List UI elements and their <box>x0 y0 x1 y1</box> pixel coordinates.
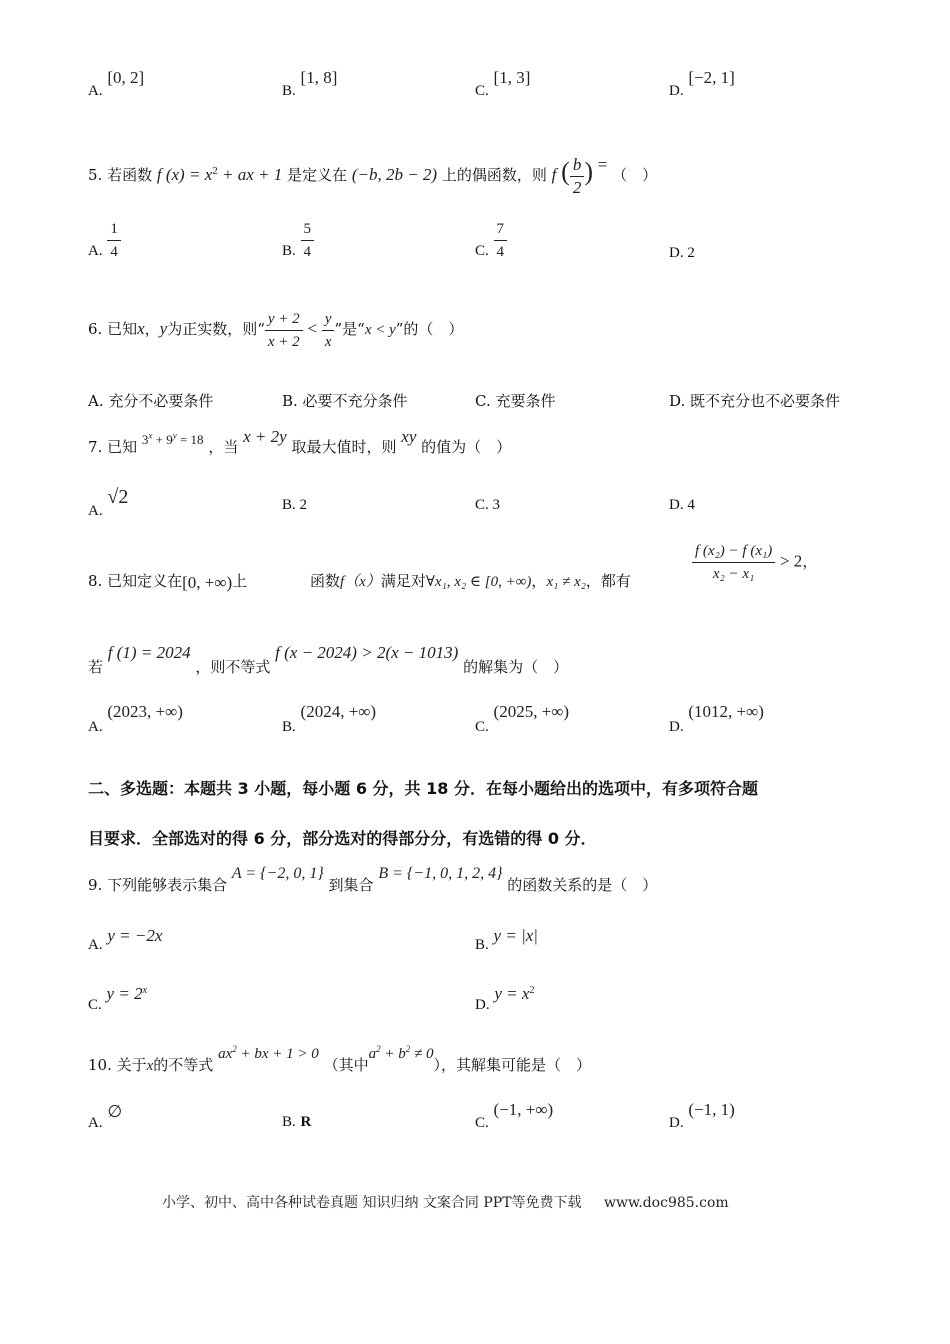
q4-option-a <box>88 68 145 100</box>
fraction-denominator: 2 <box>572 177 582 197</box>
math-set-a: A = {−2, 0, 1} <box>231 865 324 882</box>
q10-option-d <box>669 1100 735 1131</box>
math-part: + bx + 1 > 0 <box>236 1046 319 1062</box>
fraction-denominator: 4 <box>496 244 505 260</box>
paren-close: ) <box>584 157 594 186</box>
q8-option-b <box>282 702 377 735</box>
math-neq: x₁ ≠ x₂ <box>546 574 586 590</box>
math-exponent: 2 <box>405 1044 411 1054</box>
option-label: A. <box>88 719 103 735</box>
question-text: 是定义在 <box>287 166 348 184</box>
option-math: (2024, +∞) <box>300 702 377 721</box>
q5-option-d: D. 2 <box>669 245 695 261</box>
fraction-denominator: 4 <box>110 244 118 260</box>
math-condition: x < y <box>364 322 396 338</box>
option-label: A. <box>88 1115 103 1131</box>
math-part: ax <box>218 1046 233 1062</box>
fraction-numerator: f (x₂) − f (x₁) <box>692 540 775 563</box>
math-equation <box>142 432 204 447</box>
q7-option-c: C. 3 <box>475 497 501 513</box>
option-math: y = −2x <box>107 926 163 945</box>
q10-option-a <box>88 1102 123 1131</box>
fraction-numerator: y + 2 <box>265 308 303 331</box>
section-heading-line-2: 目要求．全部选对的得 6 分，部分选对的得部分分，有选错的得 0 分． <box>88 829 597 848</box>
question-text: 到集合 <box>328 876 374 894</box>
option-math: R <box>300 1114 312 1130</box>
math-xy: xy <box>401 427 417 446</box>
fraction-denominator: x + 2 <box>267 333 300 350</box>
option-math: (2023, +∞) <box>107 702 183 721</box>
option-math: [−2, 1] <box>688 68 735 87</box>
fraction-numerator: 5 <box>301 218 315 241</box>
question-text: 9. 下列能够表示集合 <box>88 876 228 894</box>
less-than-sign: < <box>307 319 318 338</box>
q7-option-a <box>88 486 129 519</box>
q6-option-a: A. 充分不必要条件 <box>88 392 214 410</box>
option-math: [0, 2] <box>107 68 145 87</box>
fraction <box>322 308 335 353</box>
question-text: ，当 <box>208 438 239 456</box>
paren-open: ( <box>561 157 570 186</box>
math-exponent: x <box>142 985 148 996</box>
math-rhs: = 18 <box>176 432 204 447</box>
option-math: y = 2 <box>106 984 143 1003</box>
option-label: A. <box>88 242 103 259</box>
question-text: ， <box>802 552 818 571</box>
math-forall: ∀x₁, x₂ ∈ [0, +∞) <box>425 574 532 590</box>
question-text: 的值为（ ） <box>421 438 512 456</box>
question-text: ， <box>531 572 547 590</box>
question-text: ），其解集可能是（ ） <box>433 1056 591 1074</box>
question-text: （其中 <box>323 1056 369 1074</box>
question-text: 的解集为（ ） <box>463 658 569 676</box>
fraction <box>570 154 585 199</box>
q9-option-b <box>475 926 538 953</box>
q9-option-d <box>475 984 535 1013</box>
question-text: 7. 已知 <box>88 438 138 456</box>
math-interval: (−b, 2b − 2) <box>351 165 438 184</box>
math-part: a <box>368 1046 377 1062</box>
math-set-b: B = {−1, 0, 1, 2, 4} <box>378 865 503 882</box>
question-text: 函数 <box>310 572 341 590</box>
math-f1: f (1) = 2024 <box>107 643 191 662</box>
question-text: 5. 若函数 <box>88 166 153 184</box>
q4-option-d <box>669 68 735 100</box>
math-inequality <box>218 1046 319 1062</box>
fraction <box>301 218 315 263</box>
question-text: ， <box>144 320 160 338</box>
question-text: 的函数关系的是（ ） <box>507 876 658 894</box>
equals-sign: = <box>597 155 608 174</box>
option-label: B. <box>282 83 296 99</box>
question-text: 6. 已知 <box>88 320 138 338</box>
option-label: B. <box>282 242 296 259</box>
option-math: (−1, +∞) <box>493 1100 554 1119</box>
question-text: 10. 关于 <box>88 1056 147 1074</box>
math-interval: [0, +∞) <box>182 573 233 592</box>
option-label: A. <box>88 937 103 953</box>
option-math: (−1, 1) <box>688 1100 735 1119</box>
math-fx: f（x） <box>340 574 381 590</box>
math-function-tail: + ax + 1 <box>217 165 283 184</box>
question-9 <box>88 862 658 894</box>
math-expression: x + 2y <box>243 427 287 446</box>
option-math: (1012, +∞) <box>688 702 764 721</box>
option-label: C. <box>475 1115 489 1131</box>
math-exponent: 2 <box>376 1044 381 1054</box>
math-exponent: y <box>172 430 177 441</box>
question-text: ”的（ ） <box>395 320 464 338</box>
math-x: x <box>137 319 145 338</box>
fraction-numerator: 1 <box>107 218 121 241</box>
option-label: D. <box>669 719 684 735</box>
q8-option-d <box>669 702 764 735</box>
question-6 <box>88 304 463 355</box>
math-function: f (x) = x <box>156 165 213 184</box>
math-exponent: 2 <box>232 1044 237 1054</box>
fraction-denominator: 4 <box>303 244 312 260</box>
q8-option-a <box>88 702 183 735</box>
footer-url[interactable]: www.doc985.com <box>603 1195 729 1211</box>
q7-option-d: D. 4 <box>669 497 695 513</box>
q10-option-b <box>282 1112 311 1131</box>
fraction <box>107 218 121 263</box>
q6-option-b: B. 必要不充分条件 <box>282 392 408 410</box>
option-label: B. <box>282 719 296 735</box>
math-inequality: f (x − 2024) > 2(x − 1013) <box>275 643 459 662</box>
question-text: 为正实数，则“ <box>167 320 265 338</box>
q10-option-c <box>475 1100 554 1131</box>
option-math: √2 <box>107 486 129 508</box>
question-text: 的不等式 <box>153 1056 214 1074</box>
fraction-numerator: 7 <box>494 218 508 241</box>
option-label: C. <box>475 242 489 259</box>
math-exponent: x <box>148 430 153 441</box>
question-text: ，都有 <box>585 572 631 590</box>
option-label: D. <box>669 83 684 99</box>
option-math: y = |x| <box>493 926 538 945</box>
answer-blank: （ ） <box>612 166 658 184</box>
fraction-numerator: y <box>322 308 335 331</box>
option-label: B. <box>475 937 489 953</box>
q4-option-b <box>282 68 338 100</box>
math-base: 3 <box>141 432 149 447</box>
question-8-line-2 <box>88 642 569 676</box>
math-x: x <box>146 1058 154 1074</box>
q7-option-b: B. 2 <box>282 497 308 513</box>
option-label: C. <box>475 719 489 735</box>
question-text: 8. 已知定义在 <box>88 572 183 590</box>
fraction <box>265 308 303 353</box>
q6-option-d: D. 既不充分也不必要条件 <box>669 392 841 410</box>
q9-option-c <box>88 984 148 1013</box>
option-math: [1, 8] <box>300 68 338 87</box>
q5-option-c <box>475 218 507 263</box>
option-label: D. <box>669 1115 684 1131</box>
fraction-denominator: x₂ − x₁ <box>712 566 755 582</box>
question-10 <box>88 1042 591 1074</box>
option-math: (2025, +∞) <box>493 702 570 721</box>
question-text: ，则不等式 <box>195 658 271 676</box>
question-5 <box>88 146 657 200</box>
math-f: f <box>551 165 557 184</box>
option-label: A. <box>88 83 103 99</box>
fraction-denominator: x <box>324 333 332 350</box>
math-base: + 9 <box>152 432 173 447</box>
q8-fraction-condition <box>692 540 817 585</box>
q8-option-c <box>475 702 570 735</box>
option-label: C. <box>475 83 489 99</box>
footer <box>162 1192 729 1212</box>
math-exponent: 2 <box>212 165 218 177</box>
math-condition <box>369 1046 434 1062</box>
q4-option-c <box>475 68 531 100</box>
question-text: 满足对 <box>380 572 426 590</box>
question-8-line-1 <box>88 570 247 591</box>
fraction <box>692 540 775 585</box>
option-label: C. <box>88 997 102 1013</box>
fraction-numerator: b <box>570 154 585 177</box>
math-y: y <box>159 319 168 338</box>
q5-option-a <box>88 218 121 263</box>
option-label: B. <box>282 1114 296 1130</box>
option-math: ∅ <box>107 1102 123 1121</box>
section-heading-line-1: 二、多选题：本题共 3 小题，每小题 6 分，共 18 分．在每小题给出的选项中，有多项符合题 <box>88 779 758 798</box>
option-label: A. <box>88 503 103 519</box>
question-text: 若 <box>88 658 104 676</box>
q5-option-b <box>282 218 314 263</box>
question-text: 上的偶函数，则 <box>441 166 547 184</box>
question-7 <box>88 427 512 457</box>
greater-than: > 2 <box>779 551 803 571</box>
question-8-line-1b <box>310 570 631 591</box>
math-part: + b <box>380 1046 406 1062</box>
math-exponent: 2 <box>529 985 535 996</box>
option-math: [1, 3] <box>493 68 531 87</box>
q6-option-c: C. 充要条件 <box>475 392 556 410</box>
footer-text: 小学、初中、高中各种试卷真题 知识归纳 文案合同 PPT等免费下载 <box>162 1195 582 1211</box>
question-text: 上 <box>232 572 248 590</box>
option-label: D. <box>475 997 490 1013</box>
option-math: y = x <box>494 984 530 1003</box>
question-text: 取最大值时，则 <box>291 438 397 456</box>
q9-option-a <box>88 926 163 953</box>
question-text: ”是“ <box>334 320 365 338</box>
fraction <box>494 218 508 263</box>
math-part: ≠ 0 <box>410 1046 434 1062</box>
